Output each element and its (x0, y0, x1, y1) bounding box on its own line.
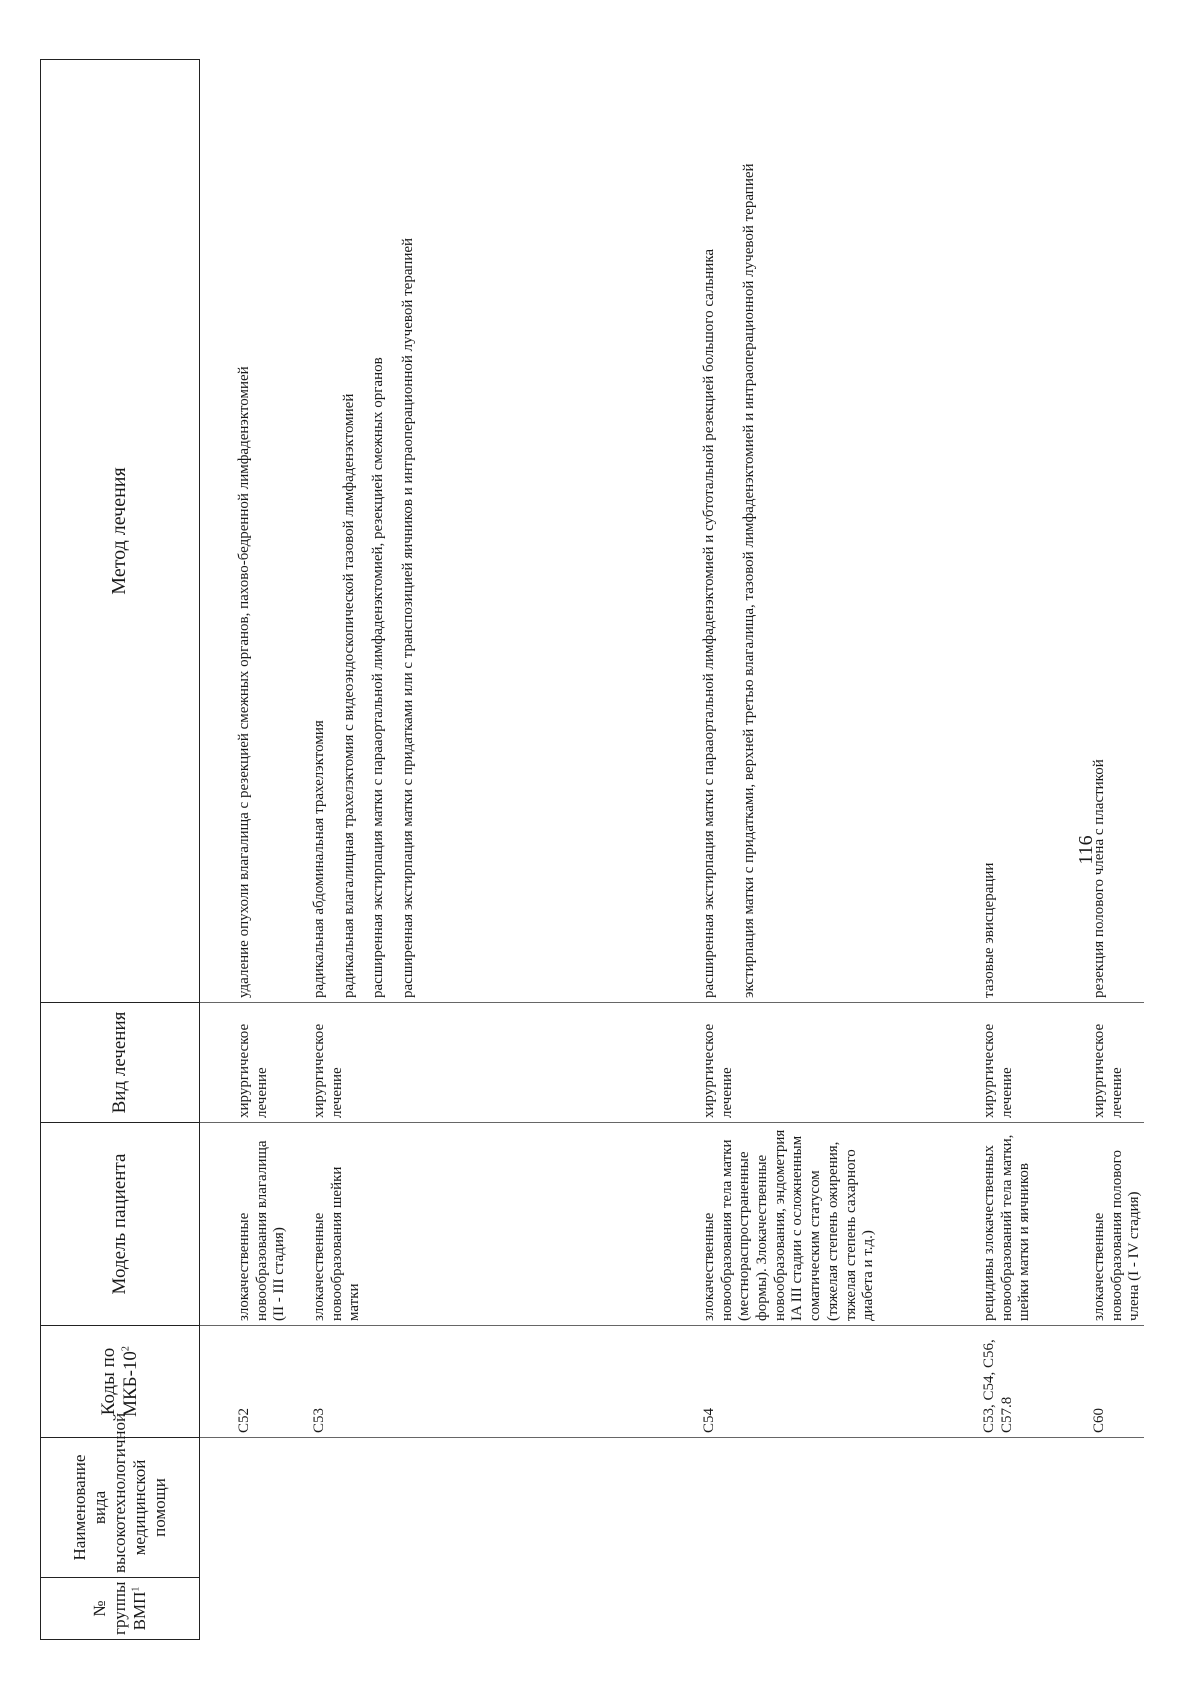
method-item: расширенная экстирпация матки с парааортальной лимфаденэктомией, резекцией смежных органов (370, 357, 387, 998)
vmp-name-cell (200, 1438, 1145, 1578)
type-row-2: хирургическое лечение (311, 1023, 345, 1118)
codes-cell (200, 1326, 1145, 1438)
table-body-row (200, 60, 1145, 1640)
type-cell (200, 1003, 1145, 1123)
code-c52: C52 (236, 1407, 252, 1433)
group-no-cell (200, 1578, 1145, 1640)
code-c54: C54 (701, 1407, 717, 1433)
method-item: экстирпация матки с придатками, верхней третью влагалища, тазовой лимфаденэктомией и интраоперационной лучевой терапией (740, 163, 757, 998)
model-row-3: злокачественные новообразования тела матки (местнораспространенные формы). Злокачественные новообразования, эндометрия IA III стадии с осложненным соматическим статусом (тяжелая степень ожирения, тяжелая степень сахарного диабета и т.д.) (701, 1129, 877, 1321)
header-group-no: № группы ВМП$^1$ (41, 1578, 200, 1640)
header-patient-model: Модель пациента (41, 1123, 200, 1326)
method-row-2 (311, 64, 701, 999)
rotated-page (40, 60, 1160, 1640)
model-row-5: злокачественные новообразования полового члена (I - IV стадия) (1091, 1150, 1143, 1321)
method-item: резекция полового члена с пластикой (1091, 759, 1107, 998)
method-row-3 (701, 64, 981, 999)
model-cell (200, 1123, 1145, 1326)
type-row-1: хирургическое лечение (236, 1023, 270, 1118)
method-item: радикальная влагалищная трахелэктомия с видеоэндоскопической тазовой лимфаденэктомией (340, 393, 357, 998)
page-number: 116 (1075, 835, 1097, 865)
method-item: расширенная экстирпация матки с придатками или с транспозицией яичников и интраоперационной лучевой терапией (400, 237, 417, 998)
code-c53: C53 (311, 1407, 327, 1433)
method-item: расширенная экстирпация матки с парааортальной лимфаденэктомией и субтотальной резекцией большого сальника (701, 248, 717, 998)
type-row-5: хирургическое лечение (1091, 1023, 1125, 1118)
code-c53-c54-c56-c57: C53, C54, C56, C57.8 (981, 1339, 1015, 1433)
method-item: радикальная абдоминальная трахелэктомия (311, 720, 327, 998)
method-cell (200, 60, 1145, 1003)
type-row-4: хирургическое лечение (981, 1023, 1015, 1118)
model-row-4: рецидивы злокачественных новообразований тела матки, шейки матки и яичников (981, 1134, 1033, 1321)
method-row-1 (236, 64, 311, 999)
type-row-3: хирургическое лечение (701, 1023, 735, 1118)
table-header-row (41, 60, 200, 1640)
header-icd-codes: Коды по МКБ-$10^2$ (41, 1326, 200, 1438)
method-item: тазовые эвисцерации (981, 862, 997, 998)
header-treatment-type: Вид лечения (41, 1003, 200, 1123)
method-item: удаление опухоли влагалища с резекцией смежных органов, пахово-бедренной лимфаденэктомией (236, 366, 252, 998)
model-row-2: злокачественные новообразования шейки матки (311, 1166, 363, 1321)
code-c60: C60 (1091, 1407, 1107, 1433)
header-treatment-method: Метод лечения (41, 60, 200, 1003)
treatment-table (40, 59, 1144, 1640)
header-vmp-name: Наименование вида высокотехнологичной медицинской помощи (41, 1438, 200, 1578)
model-row-1: злокачественные новообразования влагалища (II - III стадия) (236, 1140, 288, 1321)
